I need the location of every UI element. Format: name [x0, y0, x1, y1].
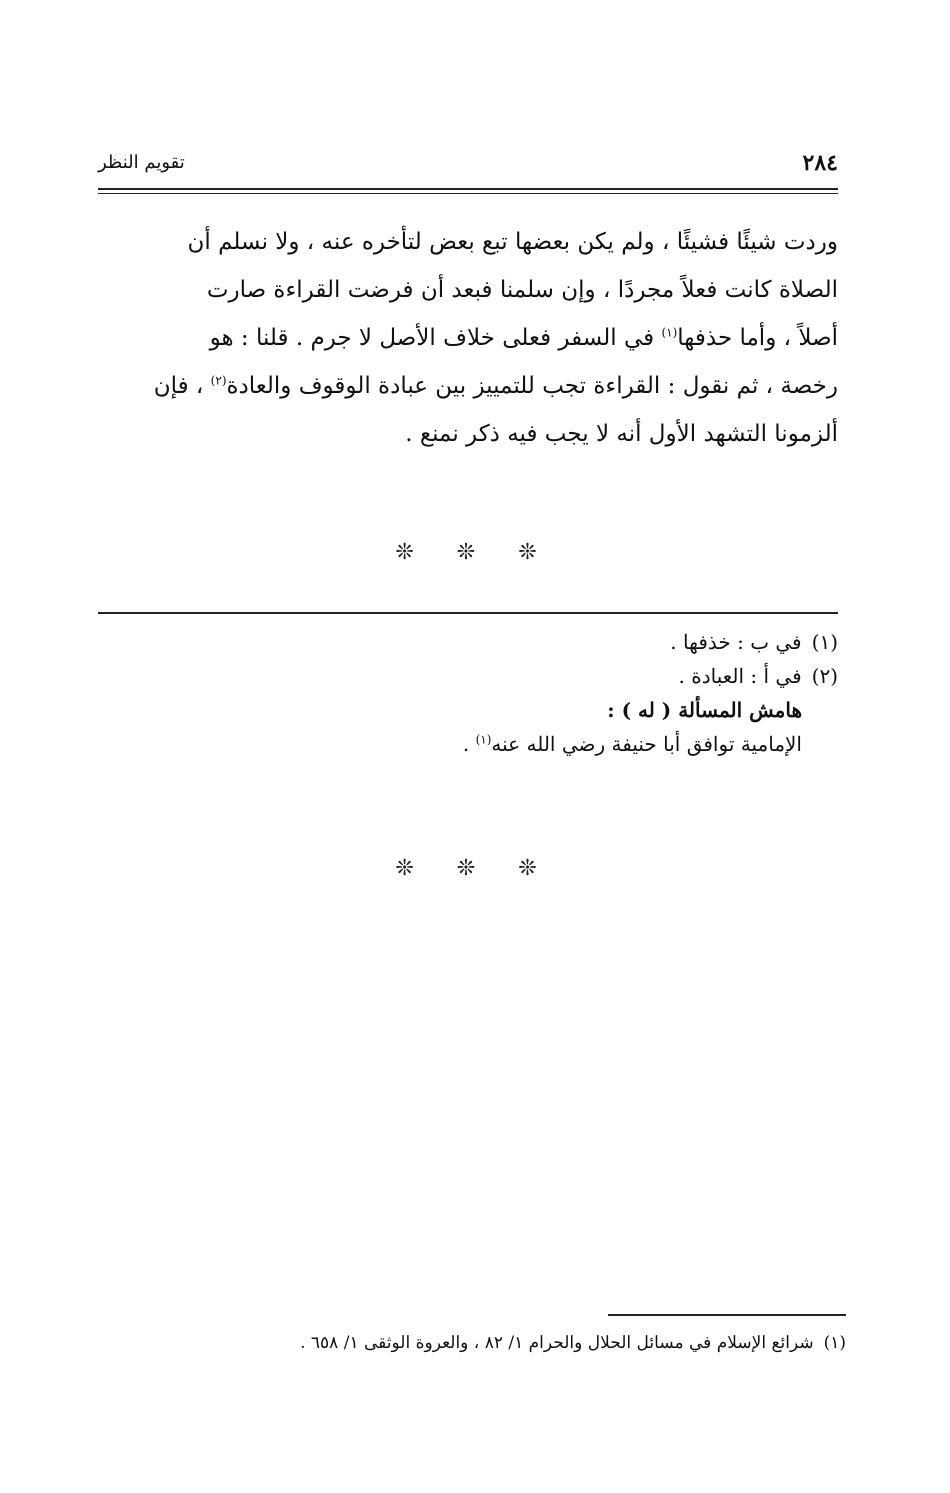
margin-title: هامش المسألة ( له ) :	[607, 698, 802, 722]
notes-rule	[98, 612, 838, 614]
text-line-3-part-1: أصلاً ، وأما حذفها	[677, 325, 838, 351]
margin-note-ref: (١)	[475, 732, 492, 747]
page-header	[98, 150, 838, 182]
note-2-number: (٢)	[811, 664, 838, 688]
margin-text	[198, 727, 802, 761]
section-separator-2: ❊ ❊ ❊	[395, 856, 555, 881]
note-2	[198, 659, 838, 693]
notes-block	[198, 625, 838, 761]
text-line-2: الصلاة كانت فعلاً مجردًا ، وإن سلمنا فبعد أن فرضت القراءة صارت	[206, 277, 838, 303]
note-1-number: (١)	[811, 630, 838, 654]
margin-text-main: الإمامية توافق أبا حنيفة رضي الله عنه	[491, 732, 802, 756]
section-separator: ❊ ❊ ❊	[395, 540, 555, 565]
note-ref-1: (١)	[661, 325, 678, 340]
text-line-1: وردت شيئًا فشيئًا ، ولم يكن بعضها تبع بعض لتأخره عنه ، ولا نسلم أن	[187, 229, 838, 255]
footnote-text: شرائع الإسلام في مسائل الحلال والحرام ١/ ٨٢ ، والعروة الوثقى ١/ ٦٥٨ .	[300, 1333, 814, 1353]
footnote	[300, 1333, 846, 1353]
text-line-3-part-2: في السفر فعلى خلاف الأصل لا جرم . قلنا : هو	[209, 325, 662, 351]
main-text	[100, 218, 838, 458]
footnote-number: (١)	[823, 1333, 846, 1353]
text-line-5: ألزمونا التشهد الأول أنه لا يجب فيه ذكر نمنع .	[405, 421, 838, 447]
text-line-4-part-1: رخصة ، ثم نقول : القراءة تجب للتمييز بين عبادة الوقوف والعادة	[226, 373, 838, 399]
text-line-3	[100, 314, 838, 362]
note-1	[198, 625, 838, 659]
text-line-4-part-2: ، فإن	[153, 373, 211, 399]
page-number: ٢٨٤	[802, 150, 838, 176]
margin-text-end: .	[462, 732, 476, 756]
footnote-rule	[608, 1314, 846, 1316]
note-1-text: في ب : خذفها .	[670, 630, 802, 654]
header-rule	[98, 188, 838, 190]
header-rule-thin	[98, 193, 838, 194]
text-line-4	[100, 362, 838, 410]
running-title: تقويم النظر	[98, 152, 185, 173]
note-2-text: في أ : العبادة .	[678, 664, 802, 688]
note-ref-2: (٢)	[210, 373, 227, 388]
